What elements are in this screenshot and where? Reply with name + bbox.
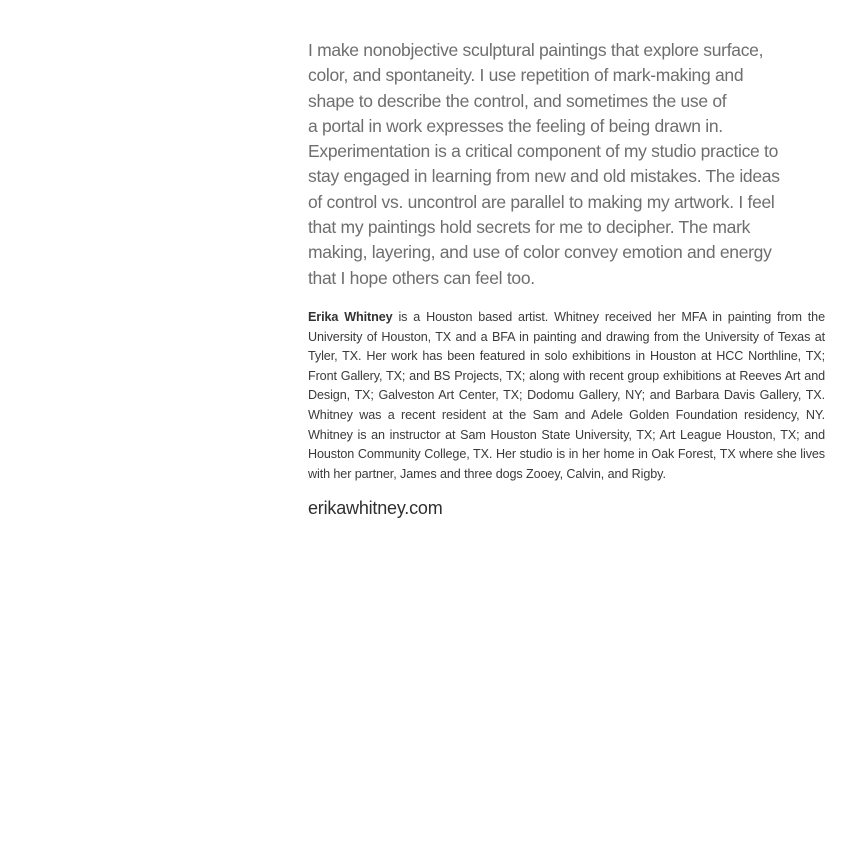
- artist-bio: [308, 308, 825, 484]
- artist-statement-section: [308, 0, 825, 519]
- artist-bio-text: is a Houston based artist. Whitney received her MFA in painting from the University of Houston, TX and a BFA in painting and drawing from the University of Texas at Tyler, TX. Her work has been featured in solo exhibitions in Houston at HCC Northline, TX; Front Gallery, TX; and BS Projects, TX; along with recent group exhibitions at Reeves Art and Design, TX; Galveston Art Center, TX; Dodomu Gallery, NY; and Barbara Davis Gallery, TX. Whitney was a recent resident at the Sam and Adele Golden Foundation residency, NY. Whitney is an instructor at Sam Houston State University, TX; Art League Houston, TX; and Houston Community College, TX. Her studio is in her home in Oak Forest, TX where she lives with her partner, James and three dogs Zooey, Calvin, and Rigby.: [308, 309, 825, 481]
- artist-name: Erika Whitney: [308, 309, 393, 324]
- artist-statement: I make nonobjective sculptural paintings that explore surface, color, and spontaneity. I use repetition of mark-making and shape to describe the control, and sometimes the use of a portal in work expresses the feeling of being drawn in. Experimentation is a critical component of my studio practice to stay engaged in learning from new and old mistakes. The ideas of control vs. uncontrol are parallel to making my artwork. I feel that my paintings hold secrets for me to decipher. The mark making, layering, and use of color convey emotion and energy that I hope others can feel too.: [308, 40, 780, 288]
- website-link[interactable]: erikawhitney.com: [308, 498, 443, 519]
